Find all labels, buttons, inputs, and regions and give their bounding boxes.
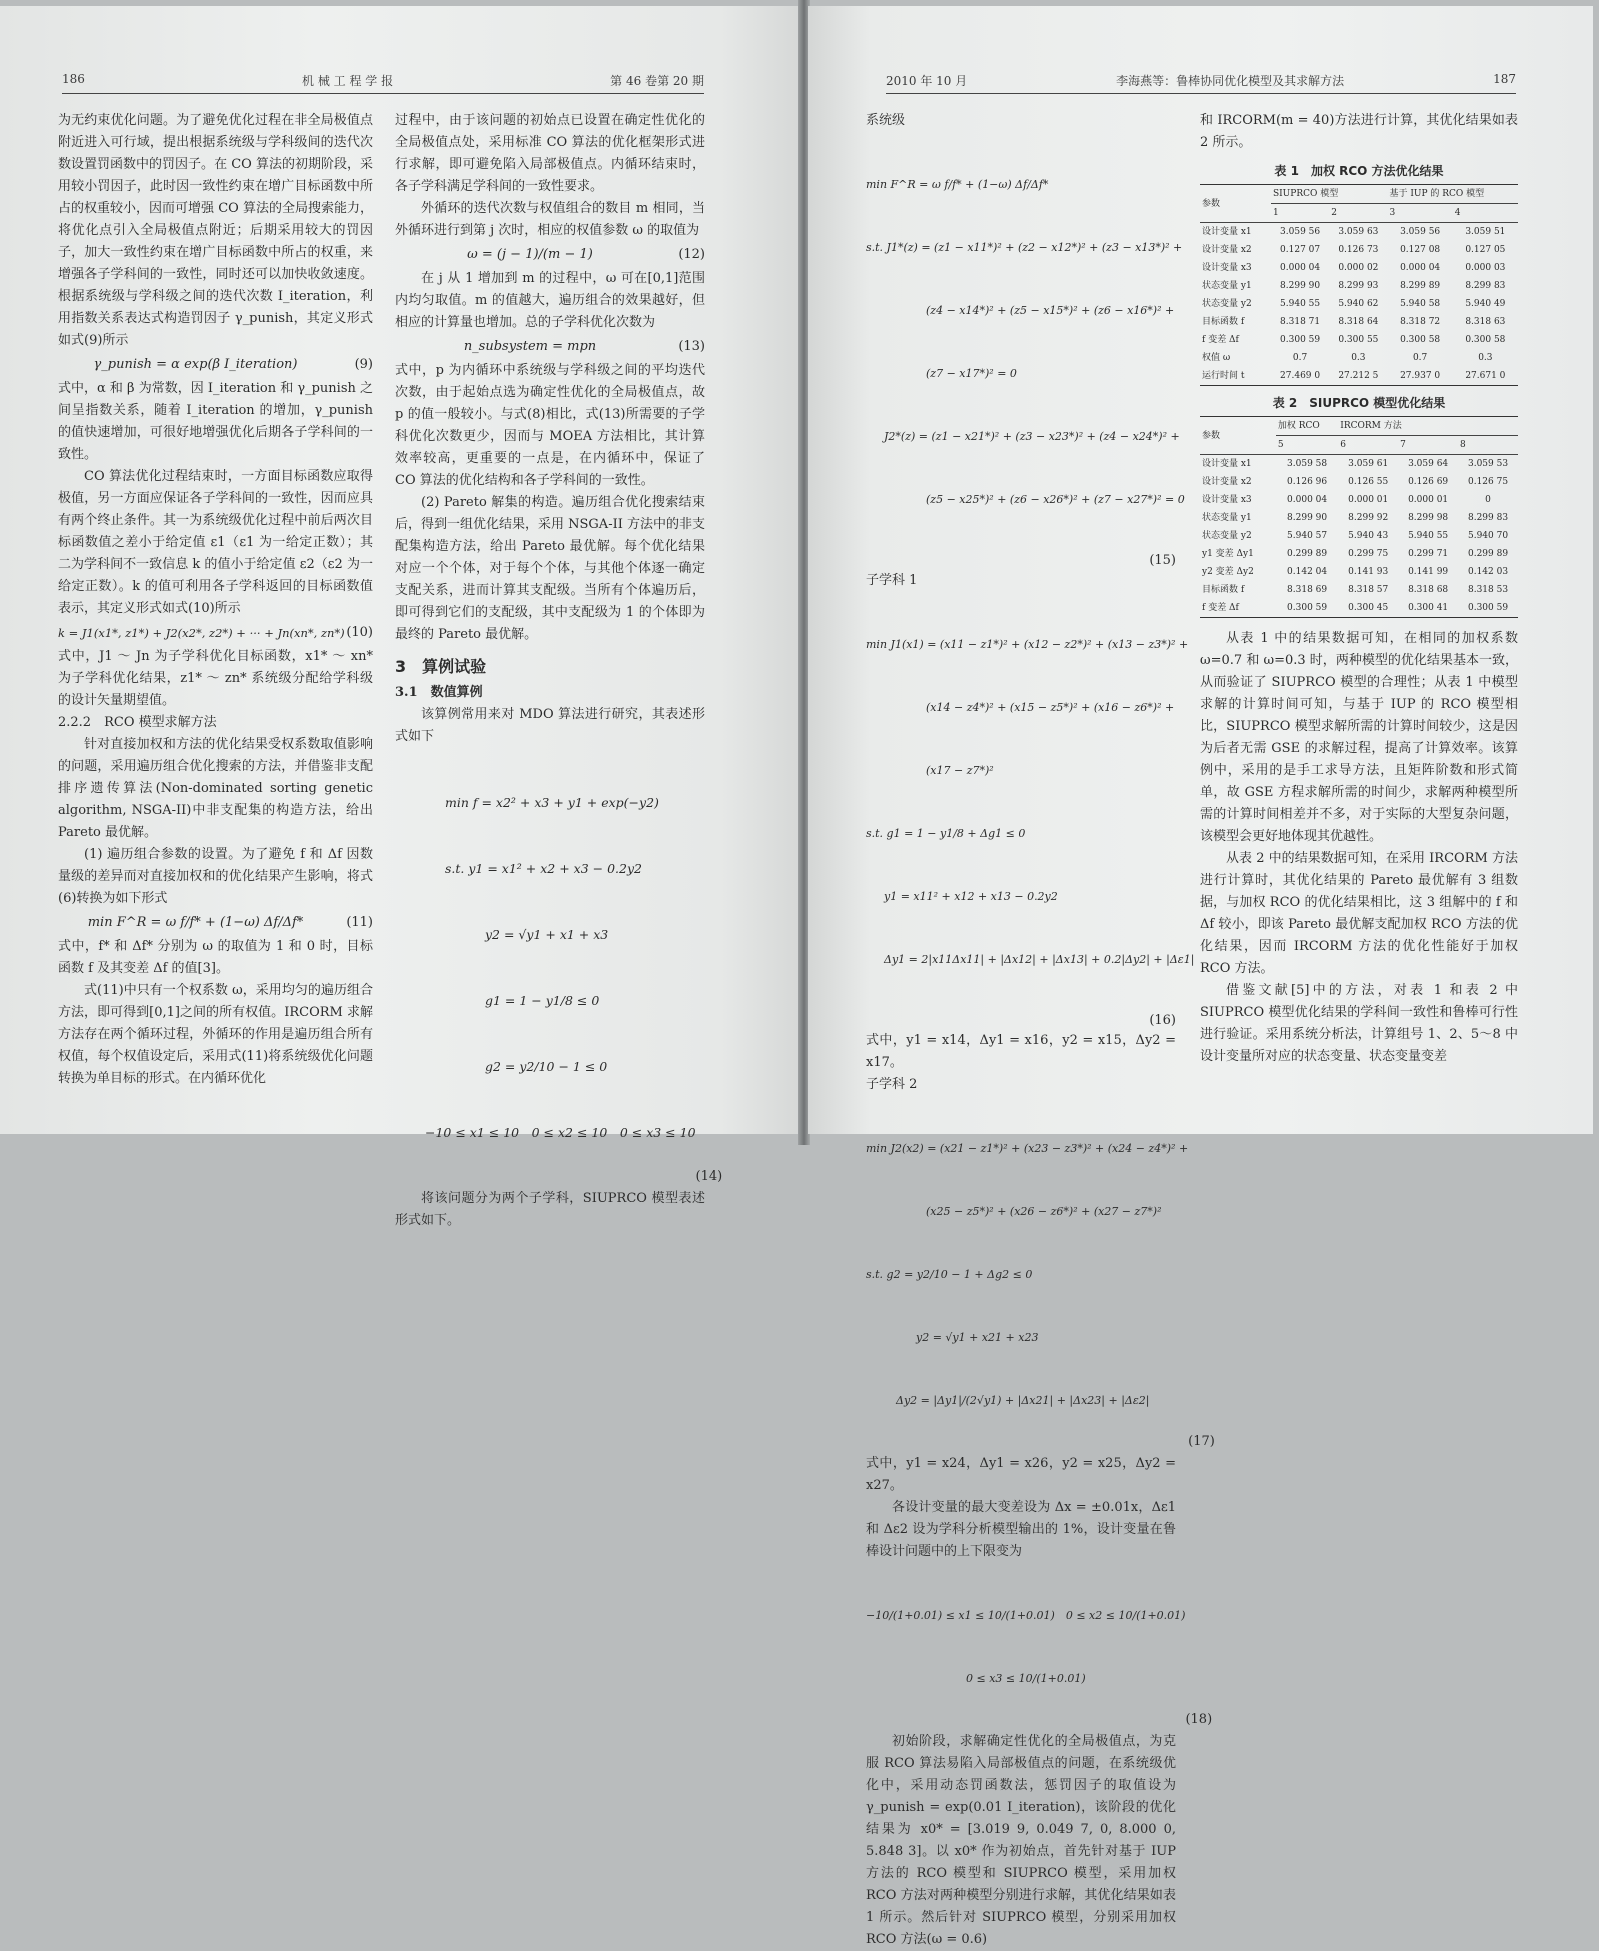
table-cell: 3.059 56 xyxy=(1280,227,1321,237)
table-cell: 0.142 03 xyxy=(1467,567,1509,577)
right-column-2 xyxy=(1200,110,1518,1120)
table-cell: 0.300 58 xyxy=(1465,335,1506,345)
table-cell: 3.059 56 xyxy=(1400,227,1441,237)
table-cell: 0.299 89 xyxy=(1287,549,1328,559)
table-row-label: 设计变量 x1 xyxy=(1202,227,1252,237)
table-cell: 0.126 73 xyxy=(1338,245,1379,255)
paragraph: 式中，y1 = x14，Δy1 = x16，y2 = x15，Δy2 = x17。 xyxy=(866,1033,1176,1070)
table-row xyxy=(1200,259,1518,277)
paragraph: 初始阶段，求解确定性优化的全局极值点，为克服 RCO 算法易陷入局部极值点的问题，在系统级优化中，采用动态罚函数法，惩罚因子的取值设为 γ_punish = exp(0.01 I_iteration)，该阶段的优化结果为 x0* = [3.019 9, 0.049 7, 0, 8.000 0, 5.848 3]。以 x0* 作为初始点，首先针对基于 IUP 方法的 RCO 模型和 SIUPRCO 模型，采用加权 RCO 方法对两种模型分别进行求解，其优化结果如表 1 所示。然后针对 SIUPRCO 模型，分别采用加权 RCO 方法(ω = 0.6) xyxy=(866,1734,1176,1947)
equation-16: min J1(x1) = (x11 − z1*)² + (x12 − z2*)² + (x13 − z3*)² + (x14 − z4*)² + (x15 − z5*)² + (x16 − z6*)² + (x17 − z7*)² s.t. g1 = 1 − y1/8 + Δg1 ≤ 0 y1 = x11² + x12 + x13 − 0.2y2 Δy1 = 2|x11Δx11| + |Δx12| + |Δx13| + 0.2|Δy2| + |Δε1| xyxy=(866,638,1195,966)
table-cell: 5.940 70 xyxy=(1467,531,1509,541)
equation-17: min J2(x2) = (x21 − z1*)² + (x23 − z3*)² + (x24 − z4*)² + (x25 − z5*)² + (x26 − z6*)² + (x27 − z7*)² s.t. g2 = y2/10 − 1 + Δg2 ≤ 0 y2 = √y1 + x21 + x23 Δy2 = |Δy1|/(2√y1) + |Δx21| + |Δx23| + |Δε2| (17) xyxy=(866,1142,1215,1449)
table-row xyxy=(1200,223,1518,242)
table-cell: 8.318 53 xyxy=(1467,585,1509,595)
left-page-header xyxy=(62,72,704,94)
table-row xyxy=(1200,295,1518,313)
table-cell: 27.212 5 xyxy=(1338,371,1379,381)
volume-issue: 第 46 卷第 20 期 xyxy=(610,74,704,88)
paragraph: CO 算法优化过程结束时，一方面目标函数应取得极值，另一方面应保证各子学科间的一致性，因而应具有两个终止条件。其一为系统级优化过程中前后两次目标函数值之差小于给定值 ε1（ε1 为一给定正数）；其二为学科间不一致信息 k 的值小于给定值 ε2（ε2 为一给定正数）。k 的值可利用各子学科返回的目标函数值表示，其定义形式如式(10)所示 xyxy=(58,469,373,616)
table-cell: 8.318 64 xyxy=(1338,317,1379,327)
table-cell: 0.3 xyxy=(1351,353,1366,363)
table-cell: 0.299 75 xyxy=(1348,549,1389,559)
left-column-2 xyxy=(395,110,723,1228)
table-row-label: 状态变量 y1 xyxy=(1202,513,1252,523)
table-cell: 8.299 83 xyxy=(1467,513,1509,523)
equation-12: ω = (j − 1)/(m − 1) (12) xyxy=(467,247,705,262)
page-number: 187 xyxy=(1493,72,1516,86)
table-row-label: 设计变量 x2 xyxy=(1202,477,1252,487)
journal-title: 机 械 工 程 学 报 xyxy=(302,74,394,88)
table-cell: 8.299 98 xyxy=(1408,513,1449,523)
table-row xyxy=(1200,563,1518,581)
table-cell: 0.300 41 xyxy=(1408,603,1449,613)
table-cell: 8.299 90 xyxy=(1280,281,1321,291)
subsection-heading-3-1: 3.1 数值算例 xyxy=(395,685,483,700)
system-level-label: 系统级 xyxy=(866,113,906,128)
table-cell: 27.937 0 xyxy=(1400,371,1441,381)
paragraph: 为无约束优化问题。为了避免优化过程在非全局极值点附近进入可行域，提出根据系统级与学科级间的迭代次数设置罚函数中的罚因子。在 CO 算法的初期阶段，采用较小罚因子，此时因一致性约束在增广目标函数中所占的权重较小，因而可增强 CO 算法的全局搜索能力，将优化点引入全局极值点附近；后期采用较大的罚因子，加大一致性约束在增广目标函数中所占的权重，来增强各子学科间的一致性，同时还可以加快收敛速度。根据系统级与学科级之间的迭代次数 I_iteration，利用指数关系表达式构造罚因子 γ_punish，其定义形式如式(9)所示 xyxy=(58,113,373,348)
equation-15: min F^R = ω f/f* + (1−ω) Δf/Δf* s.t. J1*(z) = (z1 − x11*)² + (z2 − x12*)² + (z3 − x13*)² + (z4 − x14*)² + (z5 − x15*)² + (z6 − x16*)² + (z7 − x17*)² = 0 J2*(z) = (z1 − x21*)² + (z3 − x23*)² + (z4 − x24*)² + (z5 − x25*)² + (z6 − x26*)² + (z7 − x27*)² = 0 xyxy=(866,178,1185,506)
section-heading-3: 3 算例试验 xyxy=(395,657,487,676)
table-header: SIUPRCO 模型 xyxy=(1271,185,1388,204)
left-page xyxy=(0,6,800,1228)
table-row-label: 权值 ω xyxy=(1202,353,1231,363)
issue-date: 2010 年 10 月 xyxy=(886,74,968,88)
paragraph: (1) 遍历组合参数的设置。为了避免 f 和 Δf 因数量级的差异而对直接加权和的优化结果产生影响，将式(6)转换为如下形式 xyxy=(58,847,373,906)
table-cell: 8.318 71 xyxy=(1280,317,1321,327)
table-header: 4 xyxy=(1453,204,1518,223)
table-cell: 0.000 03 xyxy=(1465,263,1506,273)
table-cell: 0.000 04 xyxy=(1400,263,1441,273)
table-row-label: y2 变差 Δy2 xyxy=(1202,567,1254,577)
table-cell: 0.300 55 xyxy=(1338,335,1379,345)
table-cell: 0.126 55 xyxy=(1348,477,1389,487)
paragraph: 在 j 从 1 增加到 m 的过程中，ω 可在[0,1]范围内均匀取值。m 的值越大，遍历组合的效果越好，但相应的计算量也增加。总的子学科优化次数为 xyxy=(395,271,705,330)
table-cell: 3.059 61 xyxy=(1348,459,1389,469)
table-cell: 3.059 63 xyxy=(1338,227,1379,237)
table-cell: 8.299 83 xyxy=(1465,281,1506,291)
table-row-label: 目标函数 f xyxy=(1202,585,1245,595)
table-cell: 8.318 68 xyxy=(1408,585,1449,595)
equation-10: k = J1(x1*, z1*) + J2(x2*, z2*) + ··· + Jn(xn*, zn*) (10) xyxy=(58,625,373,640)
table-row xyxy=(1200,473,1518,491)
page-number: 186 xyxy=(62,72,85,86)
table-header: 3 xyxy=(1387,204,1452,223)
table-1 xyxy=(1200,184,1518,386)
paragraph: 借鉴文献[5]中的方法，对表 1 和表 2 中 SIUPRCO 模型优化结果的学科间一致性和鲁棒可行性进行验证。采用系统分析法，计算组号 1、2、5～8 中设计变量所对应的状态变量、状态变量变差 xyxy=(1200,983,1518,1064)
equation-13: n_subsystem = mpn (13) xyxy=(463,339,705,354)
table-cell: 8.318 69 xyxy=(1287,585,1328,595)
table-row-label: 运行时间 t xyxy=(1202,371,1245,381)
table-cell: 5.940 49 xyxy=(1465,299,1506,309)
table-row xyxy=(1200,349,1518,367)
table-cell: 3.059 51 xyxy=(1465,227,1506,237)
table-header: 参数 xyxy=(1200,417,1276,455)
table-header: 加权 RCO xyxy=(1276,417,1338,436)
paragraph: 式(11)中只有一个权系数 ω，采用均匀的遍历组合方法，即可得到[0,1]之间的所有权值。IRCORM 求解方法存在两个循环过程，外循环的作用是遍历组合所有权值，每个权值设定后，采用式(11)将系统级优化问题转换为单目标的形式。在内循环优化 xyxy=(58,983,373,1086)
subdiscipline-1-label: 子学科 1 xyxy=(866,573,918,588)
table-row xyxy=(1200,277,1518,295)
table-row-label: 状态变量 y2 xyxy=(1202,531,1252,541)
table-row-label: 目标函数 f xyxy=(1202,317,1245,327)
table-cell: 0.7 xyxy=(1412,353,1428,363)
table-cell: 0.126 69 xyxy=(1408,477,1449,487)
table-cell: 8.318 63 xyxy=(1465,317,1506,327)
table-cell: 0.300 45 xyxy=(1348,603,1389,613)
table-row xyxy=(1200,599,1518,618)
table-cell: 5.940 43 xyxy=(1348,531,1389,541)
table-row xyxy=(1200,455,1518,474)
table-header: 7 xyxy=(1398,436,1458,455)
table-cell: 8.299 92 xyxy=(1348,513,1389,523)
right-page xyxy=(808,6,1593,1947)
table-cell: 27.671 0 xyxy=(1465,371,1506,381)
table-2 xyxy=(1200,416,1518,618)
table-cell: 5.940 62 xyxy=(1338,299,1379,309)
table-row xyxy=(1200,313,1518,331)
table-cell: 0.300 58 xyxy=(1400,335,1441,345)
equation-9: γ_punish = α exp(β I_iteration) (9) xyxy=(93,357,373,372)
equation-18: −10/(1+0.01) ≤ x1 ≤ 10/(1+0.01) 0 ≤ x2 ≤ 10/(1+0.01) 0 ≤ x3 ≤ 10/(1+0.01) (18) xyxy=(866,1609,1213,1727)
table-row-label: 状态变量 y1 xyxy=(1202,281,1252,291)
table-cell: 8.318 72 xyxy=(1400,317,1441,327)
table-cell: 3.059 58 xyxy=(1287,459,1328,469)
table-row xyxy=(1200,509,1518,527)
equation-14: min f = x2² + x3 + y1 + exp(−y2) s.t. y1 = x1² + x2 + x3 − 0.2y2 y2 = √y1 + x1 + x3 g1 = 1 − y1/8 ≤ 0 g2 = y2/10 − 1 ≤ 0 −10 ≤ x1 ≤ 10 0 ≤ x2 ≤ 10 0 ≤ x3 ≤ 10 (14) xyxy=(425,795,723,1184)
table-cell: 27.469 0 xyxy=(1280,371,1321,381)
paragraph: 式中，α 和 β 为常数，因 I_iteration 和 γ_punish 之间呈指数关系，随着 I_iteration 的增加，γ_punish 的值快速增加，可很好地增强优化后期各子学科间的一致性。 xyxy=(58,381,374,462)
table-cell: 0.142 04 xyxy=(1287,567,1328,577)
table-cell: 0.300 59 xyxy=(1467,603,1509,613)
table-row-label: f 变差 Δf xyxy=(1202,335,1239,345)
table-cell: 0.7 xyxy=(1292,353,1308,363)
table-cell: 5.940 57 xyxy=(1287,531,1328,541)
table-row-label: 设计变量 x3 xyxy=(1202,263,1252,273)
table-cell: 0.126 75 xyxy=(1467,477,1509,487)
table-cell: 0.127 07 xyxy=(1280,245,1321,255)
table-row-label: 设计变量 x3 xyxy=(1202,495,1252,505)
paragraph: (2) Pareto 解集的构造。遍历组合优化搜索结束后，得到一组优化结果，采用 NSGA-II 方法中的非支配集构造方法，给出 Pareto 最优解。每个优化结果对应一个个体，对于每个个体，与其他个体逐一确定支配关系，进而计算其支配级。当所有个体遍历后，即可得到它们的支配级，其中支配级为 1 的个体即为最终的 Pareto 最优解。 xyxy=(395,495,705,642)
paragraph: 该算例常用来对 MDO 算法进行研究，其表述形式如下 xyxy=(395,707,705,744)
table-cell: 8.299 93 xyxy=(1338,281,1379,291)
equation-11: min F^R = ω f/f* + (1−ω) Δf/Δf* (11) xyxy=(87,915,373,930)
table-cell: 0.000 01 xyxy=(1408,495,1449,505)
table-cell: 0.299 71 xyxy=(1408,549,1449,559)
table-1-caption: 表 1 加权 RCO 方法优化结果 xyxy=(1274,164,1444,178)
table-header: IRCORM 方法 xyxy=(1338,417,1518,436)
table-header: 8 xyxy=(1458,436,1518,455)
table-row xyxy=(1200,545,1518,563)
table-cell: 0.299 89 xyxy=(1467,549,1509,559)
table-cell: 5.940 55 xyxy=(1280,299,1321,309)
table-cell: 8.299 90 xyxy=(1287,513,1328,523)
table-row-label: y1 变差 Δy1 xyxy=(1202,549,1254,559)
table-row xyxy=(1200,491,1518,509)
paragraph: 将该问题分为两个子学科，SIUPRCO 模型表述形式如下。 xyxy=(395,1191,705,1228)
equation-16-number: (16) xyxy=(1149,1013,1176,1028)
paragraph: 式中，J1 ～ Jn 为子学科优化目标函数，x1* ～ xn* 为子学科优化结果，z1* ～ zn* 系统级分配给学科级的设计矢量期望值。 xyxy=(58,649,373,708)
table-header: 5 xyxy=(1276,436,1338,455)
table-header: 2 xyxy=(1329,204,1387,223)
subdiscipline-2-label: 子学科 2 xyxy=(866,1077,918,1092)
equation-15-number: (15) xyxy=(1149,553,1176,568)
paragraph: 式中，y1 = x24，Δy1 = x26，y2 = x25，Δy2 = x27。 xyxy=(866,1456,1176,1493)
table-cell: 5.940 58 xyxy=(1400,299,1441,309)
table-cell: 8.299 89 xyxy=(1400,281,1441,291)
table-cell: 0.000 02 xyxy=(1338,263,1379,273)
paragraph: 从表 1 中的结果数据可知，在相同的加权系数 ω=0.7 和 ω=0.3 时，两种模型的优化结果基本一致，从而验证了 SIUPRCO 模型的合理性；从表 1 中模型求解的计算时间可知，与基于 IUP 的 RCO 模型相比，SIUPRCO 模型求解所需的计算时间较少，这是因为后者无需 GSE 的求解过程，提高了计算效率。该算例中，采用的是手工求导方法，且矩阵阶数和形式简单，故 GSE 方程求解所需的时间少，求解两种模型所需的计算时间相差并不多，对于实际的大型复杂问题，该模型会更好地体现其优越性。 xyxy=(1200,631,1518,844)
table-row xyxy=(1200,241,1518,259)
table-cell: 8.318 57 xyxy=(1348,585,1389,595)
paragraph: 从表 2 中的结果数据可知，在采用 IRCORM 方法进行计算时，其优化结果的 Pareto 最优解有 3 组数据，与加权 RCO 的优化结果相比，这 3 组解中的 f 和 Δf 较小，即该 Pareto 最优解支配加权 RCO 方法的优化结果，因而 IRCORM 方法的优化性能好于加权 RCO 方法。 xyxy=(1200,851,1518,976)
table-cell: 0.300 59 xyxy=(1280,335,1321,345)
table-cell: 0 xyxy=(1485,495,1491,505)
table-row xyxy=(1200,367,1518,386)
paragraph: 外循环的迭代次数与权值组合的数目 m 相同，当外循环进行到第 j 次时，相应的权值参数 ω 的取值为 xyxy=(395,201,705,238)
table-row xyxy=(1200,581,1518,599)
table-cell: 0.127 08 xyxy=(1400,245,1441,255)
left-column-1 xyxy=(58,110,373,1120)
table-row-label: 状态变量 y2 xyxy=(1202,299,1252,309)
table-cell: 0.3 xyxy=(1478,353,1493,363)
paragraph: 和 IRCORM(m = 40)方法进行计算，其优化结果如表 2 所示。 xyxy=(1200,113,1518,150)
table-cell: 0.126 96 xyxy=(1287,477,1328,487)
table-cell: 0.141 99 xyxy=(1408,567,1449,577)
table-header: 基于 IUP 的 RCO 模型 xyxy=(1387,185,1518,204)
table-cell: 3.059 53 xyxy=(1467,459,1509,469)
table-cell: 0.000 04 xyxy=(1287,495,1328,505)
paragraph: 式中，p 为内循环中系统级与学科级之间的平均迭代次数，由于起始点选为确定性优化的全局极值点，故 p 的值一般较小。与式(8)相比，式(13)所需要的子学科优化次数更少，因而与 MOEA 方法相比，其计算效率较高，更重要的一点是，在内循环中，保证了 CO 算法的优化结构和各子学科间的一致性。 xyxy=(395,363,705,488)
subsection-heading-2-2-2: 2.2.2 RCO 模型求解方法 xyxy=(58,715,217,730)
table-row xyxy=(1200,331,1518,349)
table-cell: 0.300 59 xyxy=(1287,603,1328,613)
paragraph: 过程中，由于该问题的初始点已设置在确定性优化的全局极值点处，采用标准 CO 算法的优化框架形式进行求解，即可避免陷入局部极值点。内循环结束时，各子学科满足学科间的一致性要求。 xyxy=(395,113,705,194)
table-cell: 0.000 01 xyxy=(1348,495,1389,505)
table-header: 1 xyxy=(1271,204,1329,223)
table-row-label: 设计变量 x2 xyxy=(1202,245,1252,255)
table-cell: 5.940 55 xyxy=(1408,531,1449,541)
paragraph: 各设计变量的最大变差设为 Δx = ±0.01x，Δε1 和 Δε2 设为学科分析模型输出的 1%，设计变量在鲁棒设计问题中的上下限变为 xyxy=(866,1500,1176,1559)
table-header: 参数 xyxy=(1200,185,1271,223)
paragraph: 式中，f* 和 Δf* 分别为 ω 的取值为 1 和 0 时，目标函数 f 及其变差 Δf 的值[3]。 xyxy=(58,939,373,976)
table-cell: 0.141 93 xyxy=(1348,567,1389,577)
paragraph: 针对直接加权和方法的优化结果受权系数取值影响的问题，采用遍历组合优化搜索的方法，并借鉴非支配排序遗传算法(Non-dominated sorting genetic algorithm, NSGA-II)中非支配集的构造方法，给出 Pareto 最优解。 xyxy=(58,737,373,840)
table-header: 6 xyxy=(1338,436,1398,455)
table-row-label: f 变差 Δf xyxy=(1202,603,1239,613)
table-cell: 0.000 04 xyxy=(1280,263,1321,273)
article-running-title: 李海燕等：鲁棒协同优化模型及其求解方法 xyxy=(1116,74,1345,88)
table-2-caption: 表 2 SIUPRCO 模型优化结果 xyxy=(1272,396,1446,410)
right-page-header xyxy=(886,72,1516,94)
table-cell: 0.127 05 xyxy=(1465,245,1506,255)
table-row xyxy=(1200,527,1518,545)
table-cell: 3.059 64 xyxy=(1408,459,1449,469)
table-row-label: 设计变量 x1 xyxy=(1202,459,1252,469)
